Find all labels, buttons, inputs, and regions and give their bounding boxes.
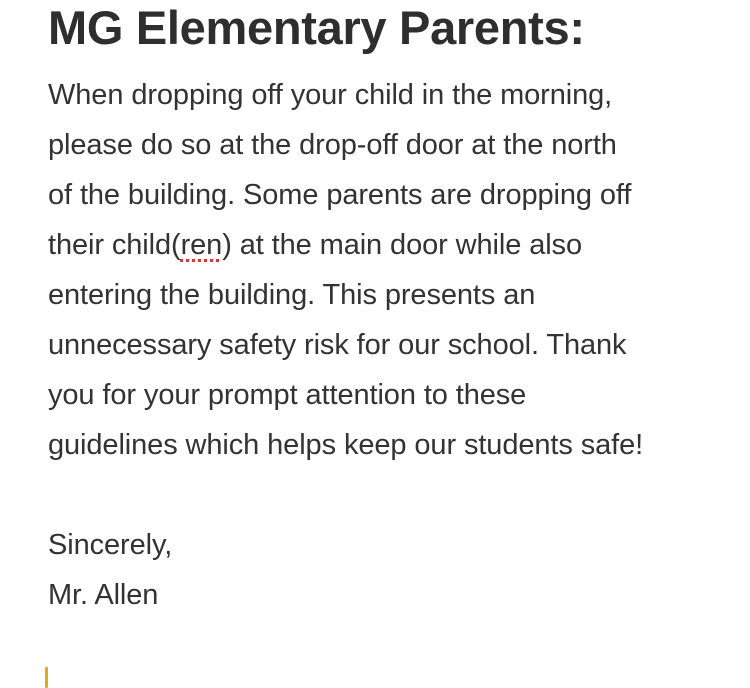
body-text-segment: their child(	[48, 229, 181, 261]
body-line: When dropping off your child in the morning,	[48, 79, 613, 111]
closing-line: Sincerely,	[48, 529, 173, 561]
body-line: guidelines which helps keep our students safe!	[48, 429, 644, 461]
body-text-segment: ) at the main door while also	[222, 229, 582, 261]
body-line: entering the building. This presents an	[48, 279, 536, 311]
note-title: MG Elementary Parents:	[48, 1, 585, 54]
body-line: of the building. Some parents are dropping off	[48, 179, 632, 211]
body-line: please do so at the drop-off door at the north	[48, 129, 617, 161]
note-editor[interactable]	[48, 0, 748, 620]
text-cursor	[45, 667, 48, 688]
spellcheck-flagged-word[interactable]: ren	[180, 229, 223, 261]
note-body[interactable]	[48, 70, 748, 620]
body-line	[48, 220, 748, 270]
body-line: you for your prompt attention to these	[48, 379, 527, 411]
body-line: unnecessary safety risk for our school. Thank	[48, 329, 627, 361]
signature-line: Mr. Allen	[48, 579, 159, 611]
blank-line	[48, 470, 748, 520]
